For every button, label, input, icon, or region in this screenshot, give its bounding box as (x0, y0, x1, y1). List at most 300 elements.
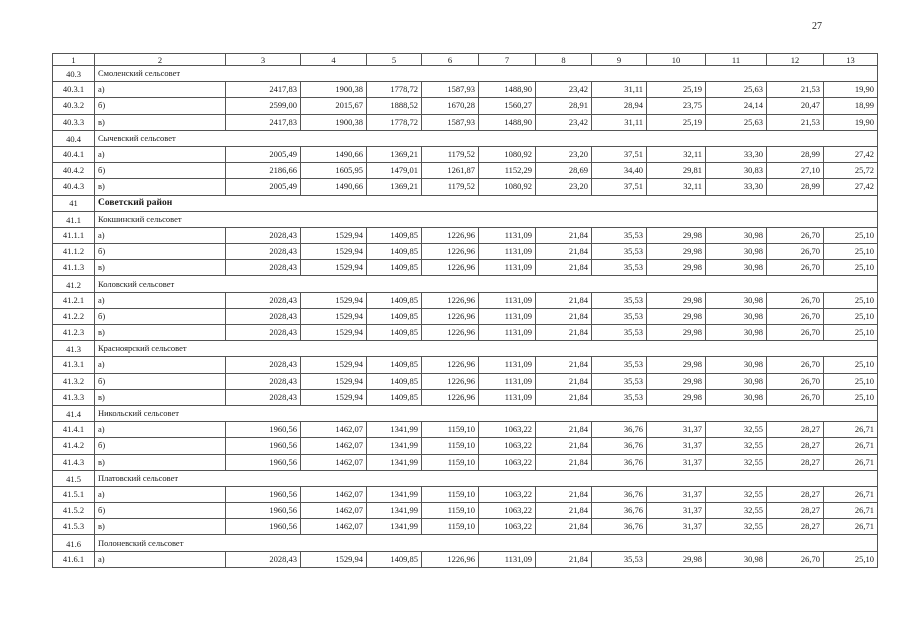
value-cell: 1369,21 (367, 179, 422, 195)
value-cell: 35,53 (592, 373, 647, 389)
value-cell: 1063,22 (479, 503, 536, 519)
column-header: 2 (95, 54, 226, 66)
value-cell: 1462,07 (301, 486, 367, 502)
row-code: 41.5.1 (53, 486, 95, 502)
value-cell: 1152,29 (479, 163, 536, 179)
value-cell: 1131,09 (479, 244, 536, 260)
value-cell: 1529,94 (301, 551, 367, 567)
table-row (53, 163, 878, 179)
value-cell: 33,30 (706, 179, 767, 195)
value-cell: 21,53 (767, 114, 824, 130)
value-cell: 21,84 (536, 438, 592, 454)
value-cell: 31,37 (647, 486, 706, 502)
value-cell: 37,51 (592, 179, 647, 195)
value-cell: 26,70 (767, 292, 824, 308)
value-cell: 1226,96 (422, 244, 479, 260)
row-label: б) (95, 373, 226, 389)
value-cell: 1960,56 (226, 438, 301, 454)
row-code: 40.3 (53, 66, 95, 82)
value-cell: 23,42 (536, 82, 592, 98)
value-cell: 30,83 (706, 163, 767, 179)
value-cell: 1131,09 (479, 389, 536, 405)
subsection-name: Сычевский сельсовет (95, 130, 878, 146)
table-row (53, 98, 878, 114)
row-label: б) (95, 244, 226, 260)
value-cell: 1587,93 (422, 82, 479, 98)
value-cell: 26,70 (767, 357, 824, 373)
value-cell: 32,55 (706, 422, 767, 438)
table-row (53, 486, 878, 502)
column-header: 5 (367, 54, 422, 66)
row-label: а) (95, 422, 226, 438)
row-label: а) (95, 146, 226, 162)
table-row (53, 292, 878, 308)
row-code: 41.4.1 (53, 422, 95, 438)
value-cell: 26,70 (767, 260, 824, 276)
value-cell: 29,98 (647, 244, 706, 260)
value-cell: 26,71 (824, 422, 878, 438)
value-cell: 30,98 (706, 389, 767, 405)
value-cell: 21,53 (767, 82, 824, 98)
subsection-name: Смоленский сельсовет (95, 66, 878, 82)
value-cell: 1226,96 (422, 292, 479, 308)
value-cell: 25,10 (824, 244, 878, 260)
value-cell: 1409,85 (367, 551, 422, 567)
value-cell: 28,27 (767, 422, 824, 438)
value-cell: 21,84 (536, 357, 592, 373)
row-code: 41.3.1 (53, 357, 95, 373)
value-cell: 23,42 (536, 114, 592, 130)
value-cell: 30,98 (706, 551, 767, 567)
row-code: 40.4 (53, 130, 95, 146)
value-cell: 1778,72 (367, 114, 422, 130)
value-cell: 27,10 (767, 163, 824, 179)
value-cell: 1488,90 (479, 114, 536, 130)
table-row (53, 503, 878, 519)
subsection-header-row (53, 211, 878, 227)
row-code: 41 (53, 195, 95, 211)
value-cell: 1409,85 (367, 227, 422, 243)
value-cell: 21,84 (536, 244, 592, 260)
value-cell: 26,71 (824, 486, 878, 502)
value-cell: 1226,96 (422, 551, 479, 567)
value-cell: 1080,92 (479, 146, 536, 162)
value-cell: 1409,85 (367, 389, 422, 405)
row-code: 40.4.2 (53, 163, 95, 179)
value-cell: 36,76 (592, 454, 647, 470)
value-cell: 1131,09 (479, 292, 536, 308)
value-cell: 1409,85 (367, 308, 422, 324)
value-cell: 1131,09 (479, 357, 536, 373)
value-cell: 30,98 (706, 260, 767, 276)
value-cell: 1490,66 (301, 179, 367, 195)
subsection-header-row (53, 66, 878, 82)
value-cell: 36,76 (592, 503, 647, 519)
value-cell: 1409,85 (367, 373, 422, 389)
value-cell: 21,84 (536, 260, 592, 276)
value-cell: 29,98 (647, 357, 706, 373)
value-cell: 35,53 (592, 357, 647, 373)
value-cell: 21,84 (536, 227, 592, 243)
value-cell: 1888,52 (367, 98, 422, 114)
tariff-table (52, 53, 878, 568)
value-cell: 19,90 (824, 82, 878, 98)
value-cell: 30,98 (706, 227, 767, 243)
value-cell: 1960,56 (226, 486, 301, 502)
column-header: 7 (479, 54, 536, 66)
subsection-name: Полоневский сельсовет (95, 535, 878, 551)
value-cell: 29,98 (647, 325, 706, 341)
value-cell: 2028,43 (226, 357, 301, 373)
value-cell: 2028,43 (226, 551, 301, 567)
value-cell: 1960,56 (226, 503, 301, 519)
table-row (53, 308, 878, 324)
value-cell: 1341,99 (367, 438, 422, 454)
value-cell: 1159,10 (422, 519, 479, 535)
value-cell: 26,70 (767, 373, 824, 389)
column-header: 13 (824, 54, 878, 66)
subsection-header-row (53, 535, 878, 551)
table-row (53, 179, 878, 195)
value-cell: 1131,09 (479, 260, 536, 276)
value-cell: 1529,94 (301, 325, 367, 341)
row-code: 40.3.3 (53, 114, 95, 130)
value-cell: 28,69 (536, 163, 592, 179)
value-cell: 1462,07 (301, 503, 367, 519)
subsection-name: Коловский сельсовет (95, 276, 878, 292)
value-cell: 29,98 (647, 260, 706, 276)
value-cell: 28,91 (536, 98, 592, 114)
table-row (53, 438, 878, 454)
value-cell: 25,10 (824, 389, 878, 405)
value-cell: 25,63 (706, 114, 767, 130)
value-cell: 36,76 (592, 486, 647, 502)
value-cell: 1529,94 (301, 260, 367, 276)
value-cell: 28,99 (767, 179, 824, 195)
value-cell: 1462,07 (301, 454, 367, 470)
value-cell: 1226,96 (422, 260, 479, 276)
value-cell: 25,10 (824, 227, 878, 243)
value-cell: 21,84 (536, 551, 592, 567)
value-cell: 26,70 (767, 244, 824, 260)
value-cell: 1341,99 (367, 519, 422, 535)
value-cell: 26,70 (767, 325, 824, 341)
value-cell: 21,84 (536, 325, 592, 341)
row-code: 41.6 (53, 535, 95, 551)
value-cell: 26,70 (767, 551, 824, 567)
value-cell: 1226,96 (422, 325, 479, 341)
row-code: 40.4.1 (53, 146, 95, 162)
value-cell: 26,71 (824, 438, 878, 454)
region-name: Советский район (95, 195, 878, 211)
row-label: б) (95, 163, 226, 179)
row-label: б) (95, 98, 226, 114)
value-cell: 31,37 (647, 519, 706, 535)
value-cell: 32,55 (706, 438, 767, 454)
column-header: 8 (536, 54, 592, 66)
value-cell: 28,27 (767, 519, 824, 535)
value-cell: 1063,22 (479, 454, 536, 470)
value-cell: 1960,56 (226, 454, 301, 470)
value-cell: 35,53 (592, 325, 647, 341)
value-cell: 35,53 (592, 389, 647, 405)
value-cell: 31,11 (592, 82, 647, 98)
value-cell: 21,84 (536, 292, 592, 308)
value-cell: 1409,85 (367, 260, 422, 276)
subsection-name: Платовский сельсовет (95, 470, 878, 486)
value-cell: 32,11 (647, 146, 706, 162)
value-cell: 1462,07 (301, 519, 367, 535)
value-cell: 1131,09 (479, 325, 536, 341)
value-cell: 1409,85 (367, 292, 422, 308)
row-code: 41.3.2 (53, 373, 95, 389)
value-cell: 1063,22 (479, 438, 536, 454)
row-code: 41.1.1 (53, 227, 95, 243)
value-cell: 19,90 (824, 114, 878, 130)
value-cell: 21,84 (536, 308, 592, 324)
value-cell: 26,71 (824, 454, 878, 470)
value-cell: 36,76 (592, 519, 647, 535)
value-cell: 1226,96 (422, 308, 479, 324)
value-cell: 36,76 (592, 422, 647, 438)
value-cell: 1900,38 (301, 82, 367, 98)
value-cell: 2005,49 (226, 146, 301, 162)
value-cell: 1159,10 (422, 503, 479, 519)
value-cell: 1341,99 (367, 422, 422, 438)
value-cell: 1226,96 (422, 373, 479, 389)
row-label: а) (95, 551, 226, 567)
value-cell: 1159,10 (422, 422, 479, 438)
value-cell: 26,70 (767, 308, 824, 324)
table-row (53, 454, 878, 470)
value-cell: 31,37 (647, 503, 706, 519)
row-code: 41.4.3 (53, 454, 95, 470)
value-cell: 35,53 (592, 244, 647, 260)
row-label: в) (95, 454, 226, 470)
value-cell: 35,53 (592, 292, 647, 308)
subsection-header-row (53, 405, 878, 421)
value-cell: 1131,09 (479, 551, 536, 567)
value-cell: 29,98 (647, 292, 706, 308)
value-cell: 32,11 (647, 179, 706, 195)
value-cell: 27,42 (824, 146, 878, 162)
row-label: а) (95, 357, 226, 373)
value-cell: 1488,90 (479, 82, 536, 98)
row-code: 41.6.1 (53, 551, 95, 567)
value-cell: 2599,00 (226, 98, 301, 114)
row-label: а) (95, 292, 226, 308)
value-cell: 1529,94 (301, 227, 367, 243)
value-cell: 2028,43 (226, 260, 301, 276)
row-code: 41.1.3 (53, 260, 95, 276)
value-cell: 35,53 (592, 227, 647, 243)
value-cell: 35,53 (592, 551, 647, 567)
value-cell: 1063,22 (479, 486, 536, 502)
value-cell: 1341,99 (367, 503, 422, 519)
value-cell: 29,98 (647, 373, 706, 389)
column-header: 4 (301, 54, 367, 66)
value-cell: 25,10 (824, 292, 878, 308)
value-cell: 23,75 (647, 98, 706, 114)
value-cell: 21,84 (536, 373, 592, 389)
value-cell: 1462,07 (301, 422, 367, 438)
value-cell: 1670,28 (422, 98, 479, 114)
value-cell: 26,71 (824, 503, 878, 519)
table-header-row (53, 54, 878, 66)
row-code: 41.1 (53, 211, 95, 227)
value-cell: 1960,56 (226, 422, 301, 438)
row-code: 41.1.2 (53, 244, 95, 260)
value-cell: 1778,72 (367, 82, 422, 98)
value-cell: 21,84 (536, 389, 592, 405)
row-code: 41.2.2 (53, 308, 95, 324)
row-label: а) (95, 227, 226, 243)
row-code: 41.5 (53, 470, 95, 486)
value-cell: 25,10 (824, 357, 878, 373)
table-row (53, 551, 878, 567)
row-code: 41.4.2 (53, 438, 95, 454)
value-cell: 25,19 (647, 114, 706, 130)
value-cell: 1063,22 (479, 422, 536, 438)
row-label: в) (95, 519, 226, 535)
table-row (53, 260, 878, 276)
column-header: 12 (767, 54, 824, 66)
value-cell: 34,40 (592, 163, 647, 179)
value-cell: 1587,93 (422, 114, 479, 130)
value-cell: 23,20 (536, 146, 592, 162)
table-row (53, 325, 878, 341)
value-cell: 28,27 (767, 503, 824, 519)
value-cell: 1369,21 (367, 146, 422, 162)
row-label: б) (95, 438, 226, 454)
value-cell: 30,98 (706, 357, 767, 373)
subsection-header-row (53, 470, 878, 486)
row-code: 41.5.2 (53, 503, 95, 519)
value-cell: 1341,99 (367, 454, 422, 470)
row-label: в) (95, 260, 226, 276)
value-cell: 21,84 (536, 519, 592, 535)
value-cell: 2028,43 (226, 292, 301, 308)
row-code: 41.3 (53, 341, 95, 357)
value-cell: 26,71 (824, 519, 878, 535)
value-cell: 1261,87 (422, 163, 479, 179)
row-label: б) (95, 503, 226, 519)
table-row (53, 227, 878, 243)
value-cell: 1131,09 (479, 227, 536, 243)
row-code: 40.3.1 (53, 82, 95, 98)
value-cell: 21,84 (536, 454, 592, 470)
row-code: 41.2 (53, 276, 95, 292)
value-cell: 21,84 (536, 503, 592, 519)
row-code: 41.5.3 (53, 519, 95, 535)
value-cell: 25,19 (647, 82, 706, 98)
value-cell: 2028,43 (226, 389, 301, 405)
value-cell: 26,70 (767, 227, 824, 243)
column-header: 3 (226, 54, 301, 66)
value-cell: 1409,85 (367, 244, 422, 260)
value-cell: 25,10 (824, 325, 878, 341)
value-cell: 31,37 (647, 454, 706, 470)
row-label: в) (95, 179, 226, 195)
value-cell: 29,98 (647, 227, 706, 243)
row-code: 41.4 (53, 405, 95, 421)
table-row (53, 389, 878, 405)
row-label: а) (95, 82, 226, 98)
value-cell: 1131,09 (479, 308, 536, 324)
subsection-name: Красноярский сельсовет (95, 341, 878, 357)
value-cell: 33,30 (706, 146, 767, 162)
value-cell: 27,42 (824, 179, 878, 195)
row-code: 41.2.1 (53, 292, 95, 308)
value-cell: 29,98 (647, 389, 706, 405)
column-header: 1 (53, 54, 95, 66)
value-cell: 1479,01 (367, 163, 422, 179)
value-cell: 2417,83 (226, 114, 301, 130)
row-code: 40.3.2 (53, 98, 95, 114)
row-label: в) (95, 325, 226, 341)
table-row (53, 82, 878, 98)
column-header: 11 (706, 54, 767, 66)
table-row (53, 422, 878, 438)
value-cell: 31,37 (647, 438, 706, 454)
row-code: 41.3.3 (53, 389, 95, 405)
value-cell: 35,53 (592, 260, 647, 276)
value-cell: 31,37 (647, 422, 706, 438)
value-cell: 25,10 (824, 260, 878, 276)
value-cell: 25,10 (824, 308, 878, 324)
value-cell: 1159,10 (422, 438, 479, 454)
table-row (53, 146, 878, 162)
value-cell: 1179,52 (422, 146, 479, 162)
row-label: б) (95, 308, 226, 324)
value-cell: 1226,96 (422, 389, 479, 405)
value-cell: 1063,22 (479, 519, 536, 535)
value-cell: 37,51 (592, 146, 647, 162)
value-cell: 1529,94 (301, 357, 367, 373)
row-label: а) (95, 486, 226, 502)
value-cell: 1226,96 (422, 227, 479, 243)
value-cell: 1080,92 (479, 179, 536, 195)
value-cell: 1605,95 (301, 163, 367, 179)
value-cell: 1529,94 (301, 373, 367, 389)
subsection-header-row (53, 130, 878, 146)
value-cell: 24,14 (706, 98, 767, 114)
value-cell: 1960,56 (226, 519, 301, 535)
value-cell: 1159,10 (422, 454, 479, 470)
table-row (53, 519, 878, 535)
value-cell: 1900,38 (301, 114, 367, 130)
value-cell: 28,99 (767, 146, 824, 162)
value-cell: 21,84 (536, 422, 592, 438)
value-cell: 1529,94 (301, 308, 367, 324)
value-cell: 29,81 (647, 163, 706, 179)
page-number: 27 (812, 21, 822, 32)
value-cell: 1409,85 (367, 325, 422, 341)
subsection-header-row (53, 341, 878, 357)
value-cell: 18,99 (824, 98, 878, 114)
value-cell: 36,76 (592, 438, 647, 454)
value-cell: 26,70 (767, 389, 824, 405)
table-row (53, 114, 878, 130)
table-row (53, 373, 878, 389)
value-cell: 30,98 (706, 373, 767, 389)
region-header-row (53, 195, 878, 211)
value-cell: 32,55 (706, 486, 767, 502)
subsection-name: Никольский сельсовет (95, 405, 878, 421)
row-label: в) (95, 389, 226, 405)
value-cell: 1560,27 (479, 98, 536, 114)
value-cell: 29,98 (647, 308, 706, 324)
